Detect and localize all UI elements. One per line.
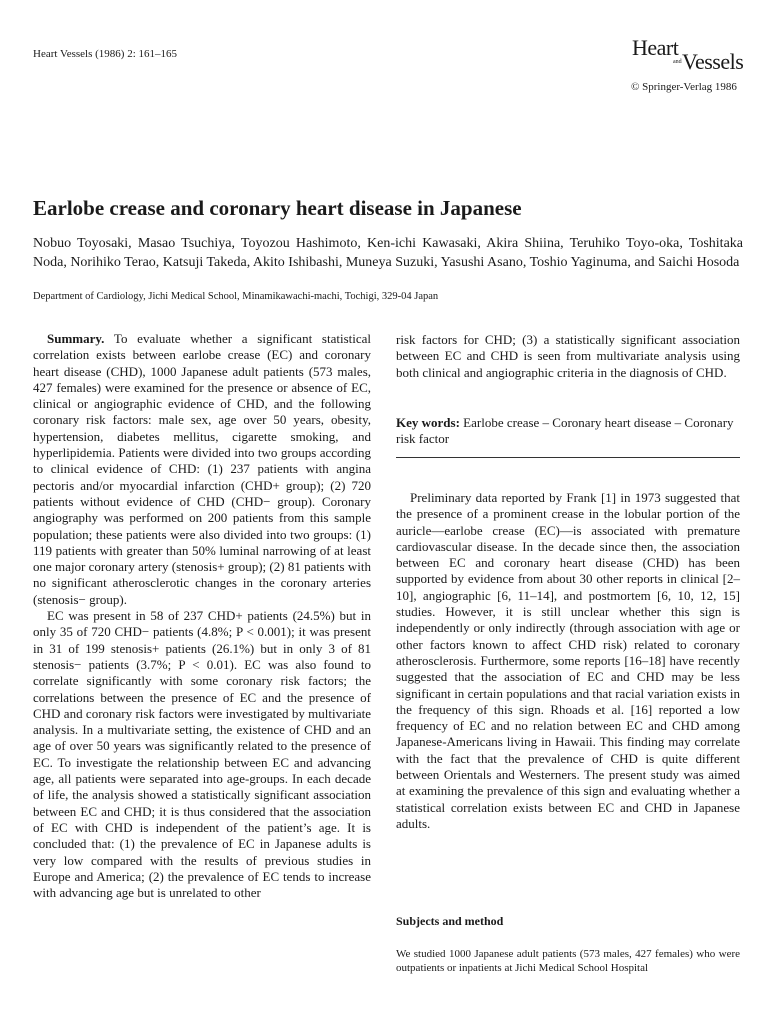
section-divider bbox=[396, 457, 740, 458]
logo-and-text: and bbox=[673, 59, 682, 65]
keywords bbox=[396, 415, 740, 448]
methods-heading: Subjects and method bbox=[396, 914, 504, 928]
introduction-paragraph: Preliminary data reported by Frank [1] in 1973 suggested that the presence of a prominent crease in the lobular portion of the auricle—earlobe crease (EC)—is associated with premature cardiovascular disease. In the decade since then, the association between EC and coronary heart disease (CHD) has been supported by evidence from about 30 other reports in clinical [2–10], angiographic [6, 11–14], and postmortem [6, 10, 12, 15] studies. However, it is still unclear whether this sign is independently or only indirectly (through association with age or other factors known to affect CHD risk) related to coronary atherosclerosis. Furthermore, some reports [16–18] have recently suggested that the association of EC and CHD may be less significant in certain populations and that racial variation exists in the frequency of this sign. Rhoads et al. [16] reported a low frequency of EC and no relation between EC and CHD among Japanese-Americans living in Hawaii. This finding may correlate with the fact that the prevalence of CHD is quite different between Orientals and Westerners. The present study was aimed at examining the prevalence of this sign and evaluating whether a statistical correlation exists between EC and CHD in Japanese adults. bbox=[396, 490, 740, 831]
summary-column-left bbox=[33, 331, 371, 901]
logo-heart-text: Heart bbox=[632, 35, 679, 60]
keywords-text: Earlobe crease – Coronary heart disease – Coronary risk factor bbox=[396, 415, 734, 447]
summary-text-1: To evaluate whether a significant statistical correlation exists between earlobe crease (EC) and coronary heart disease (CHD), 1000 Japanese adult patients (573 males, 427 females) were examined for the presence or absence of EC, clinical or angiographic evidence of CHD, and the following coronary risk factors: male sex, age over 50 years, obesity, hypertension, diabetes mellitus, cigarette smoking, and hyperlipidemia. Patients were divided into two groups according to clinical evidence of CHD: (1) 237 patients with angina pectoris and/or myocardial infarction (CHD+ group); (2) 720 patients without evidence of CHD (CHD− group). Coronary angiography was performed on 200 patients from this sample population; these patients were also divided into two groups: (1) 119 patients with greater than 50% luminal narrowing of at least one major coronary artery (stenosis+ group); (2) 81 patients with no significant atherosclerotic changes in the coronary arteries (stenosis− group). bbox=[33, 331, 372, 607]
summary-paragraph-2: EC was present in 58 of 237 CHD+ patients (24.5%) but in only 35 of 720 CHD− patients (4.8%; P < 0.001); it was present in 31 of 199 stenosis+ patients (26.1%) but in only 3 of 81 stenosis− patients (3.7%; P < 0.01). EC was also found to correlate significantly with some coronary risk factors; the correlations between the presence of EC and the presence of CHD and coronary risk factors were investigated by multivariate analysis. In a multivariate setting, the existence of CHD and an age of over 50 years was significantly related to the presence of EC. To investigate the relationship between EC and advancing age, all patients were separated into age-groups. In each decade of life, the analysis showed a statistically significant association between EC and CHD; it is thus considered that the association of EC with CHD is independent of the patient’s age. It is concluded that: (1) the prevalence of EC in Japanese adults is very low compared with the results of previous studies in Europe and America; (2) the prevalence of EC tends to increase with advancing age but is unrelated to other bbox=[33, 608, 371, 901]
affiliation: Department of Cardiology, Jichi Medical School, Minamikawachi-machi, Tochigi, 329-04 Japan bbox=[33, 291, 439, 302]
journal-citation: Heart Vessels (1986) 2: 161–165 bbox=[33, 48, 177, 60]
summary-label: Summary. bbox=[47, 331, 105, 346]
journal-logo bbox=[632, 35, 742, 75]
summary-continued: risk factors for CHD; (3) a statistically significant association between EC and CHD is seen from multivariate analysis using both clinical and angiographic criteria in the diagnosis of CHD. bbox=[396, 332, 740, 380]
methods-paragraph: We studied 1000 Japanese adult patients (573 males, 427 females) who were outpatients or inpatients at Jichi Medical School Hospital bbox=[396, 948, 740, 974]
keywords-label: Key words: bbox=[396, 415, 460, 430]
introduction-column bbox=[396, 490, 740, 832]
author-list: Nobuo Toyosaki, Masao Tsuchiya, Toyozou Hashimoto, Ken-ichi Kawasaki, Akira Shiina, Teruhiko Toyo-oka, Toshitaka Noda, Norihiko Terao, Katsuji Takeda, Akito Ishibashi, Muneya Suzuki, Yasushi Asano, Toshio Yaginuma, and Saichi Hosoda bbox=[33, 236, 743, 270]
article-title: Earlobe crease and coronary heart disease in Japanese bbox=[33, 196, 522, 220]
summary-paragraph-1 bbox=[33, 331, 371, 608]
logo-vessels-text: Vessels bbox=[682, 49, 744, 74]
copyright-notice: © Springer-Verlag 1986 bbox=[631, 81, 737, 93]
summary-column-right bbox=[396, 332, 740, 381]
